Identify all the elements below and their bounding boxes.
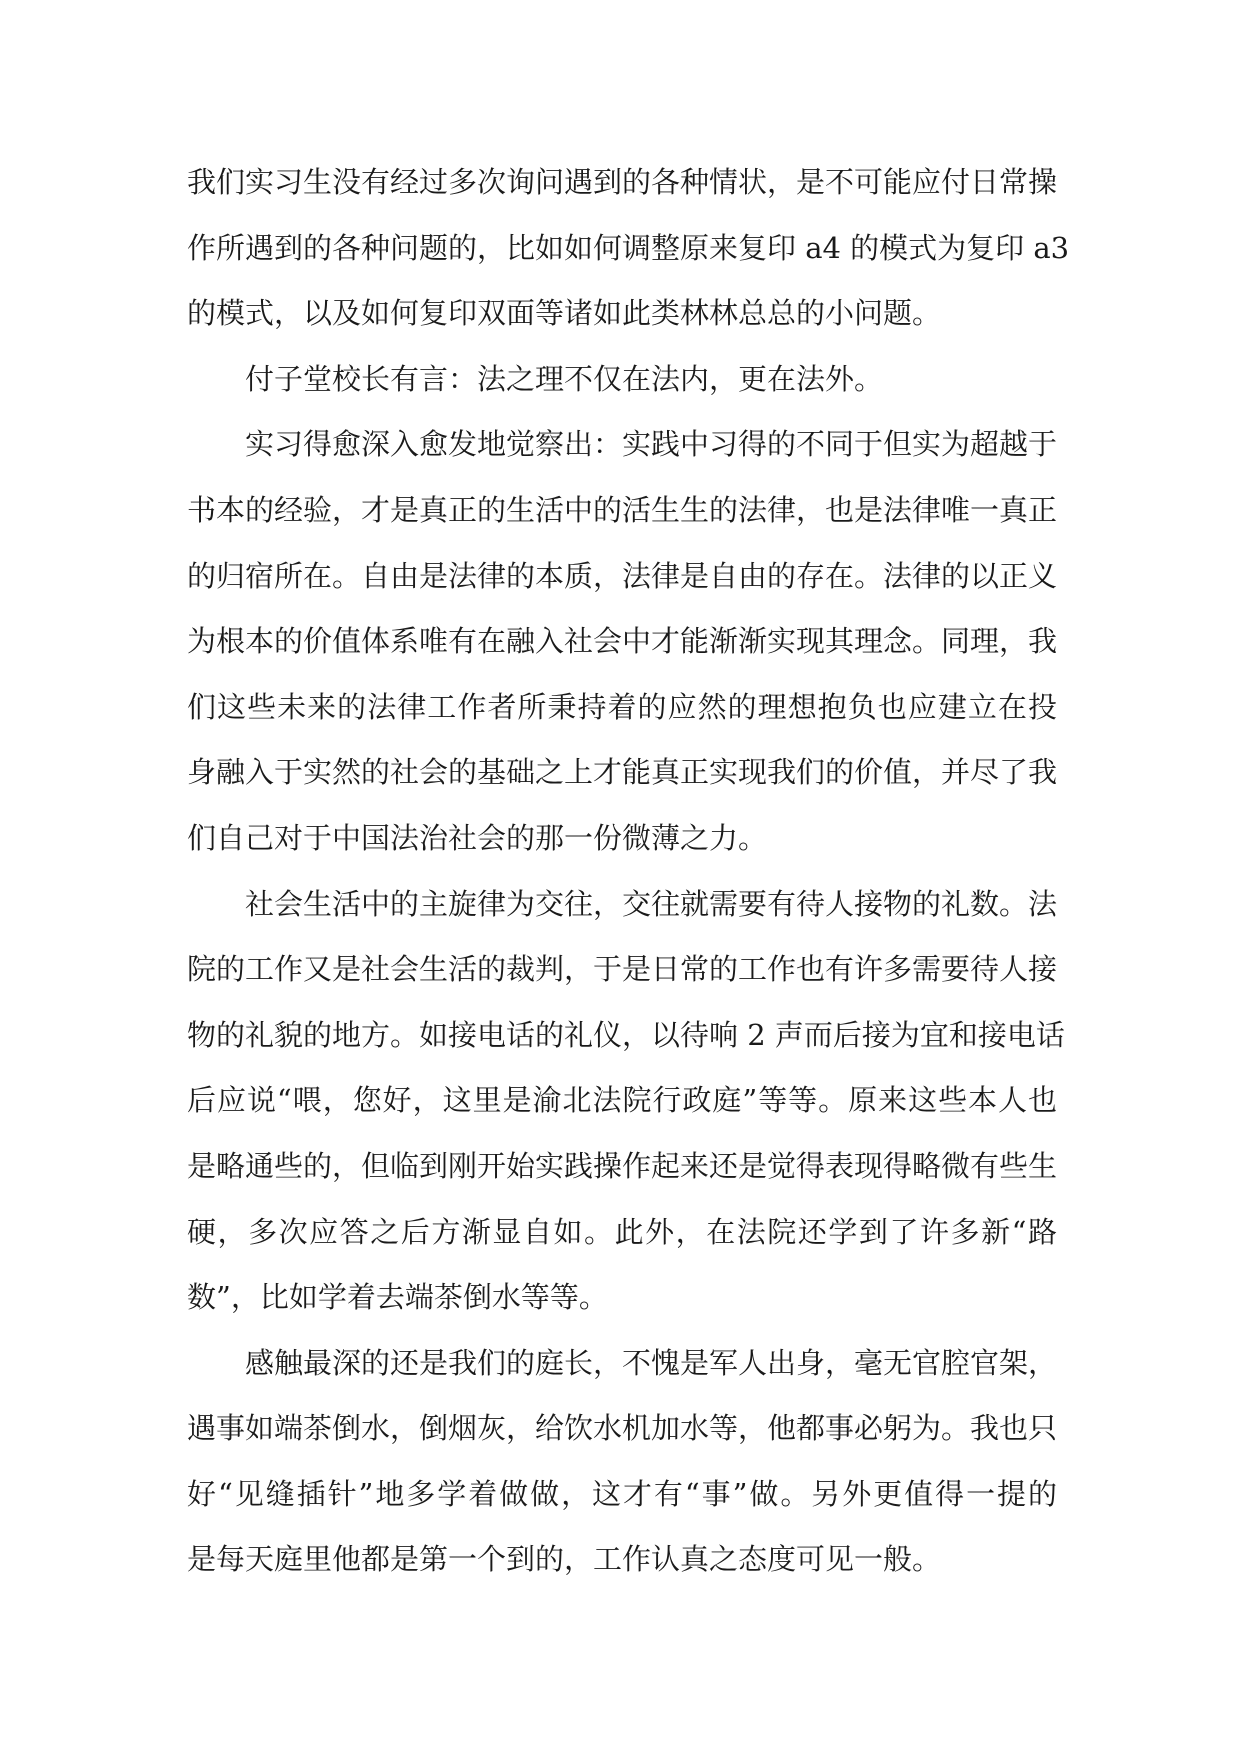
text-line: 数”，比如学着去端茶倒水等等。 [187, 1280, 608, 1315]
text-line: 遇事如端茶倒水，倒烟灰，给饮水机加水等，他都事必躬为。我也只 [187, 1411, 1058, 1446]
paragraph [187, 347, 1057, 413]
text-line: 书本的经验，才是真正的生活中的活生生的法律，也是法律唯一真正 [187, 492, 1058, 527]
text-line: 实习得愈深入愈发地觉察出：实践中习得的不同于但实为超越于 [245, 427, 1058, 462]
paragraph [187, 412, 1057, 871]
paragraph [187, 150, 1070, 347]
text-line: 作所遇到的各种问题的，比如如何调整原来复印 a4 的模式为复印 a3 [187, 230, 1070, 265]
text-line: 的归宿所在。自由是法律的本质，法律是自由的存在。法律的以正义 [187, 558, 1058, 593]
document-page [187, 150, 1070, 1593]
text-line: 好“见缝插针”地多学着做做，这才有“事”做。另外更值得一提的 [187, 1476, 1057, 1511]
text-line: 社会生活中的主旋律为交往，交往就需要有待人接物的礼数。法 [245, 886, 1058, 921]
text-line: 院的工作又是社会生活的裁判，于是日常的工作也有许多需要待人接 [187, 952, 1058, 987]
text-line: 我们实习生没有经过多次询问遇到的各种情状，是不可能应付日常操 [187, 165, 1058, 199]
paragraph [187, 872, 1065, 1331]
text-line: 物的礼貌的地方。如接电话的礼仪，以待响 2 声而后接为宜和接电话 [187, 1017, 1065, 1052]
text-line: 为根本的价值体系唯有在融入社会中才能渐渐实现其理念。同理，我 [187, 624, 1058, 659]
text-line: 付子堂校长有言：法之理不仅在法内，更在法外。 [245, 361, 884, 396]
text-line: 后应说“喂，您好，这里是渝北法院行政庭”等等。原来这些本人也 [187, 1083, 1057, 1118]
text-line: 硬，多次应答之后方渐显自如。此外，在法院还学到了许多新“路 [187, 1214, 1057, 1249]
text-line: 们自己对于中国法治社会的那一份微薄之力。 [187, 820, 768, 855]
text-line: 感触最深的还是我们的庭长，不愧是军人出身，毫无官腔官架， [245, 1345, 1058, 1380]
text-line: 们这些未来的法律工作者所秉持着的应然的理想抱负也应建立在投 [187, 689, 1057, 724]
text-line: 是略通些的，但临到刚开始实践操作起来还是觉得表现得略微有些生 [187, 1148, 1058, 1183]
text-line: 的模式，以及如何复印双面等诸如此类林林总总的小问题。 [187, 296, 942, 331]
paragraph [187, 1331, 1057, 1593]
text-line: 身融入于实然的社会的基础之上才能真正实现我们的价值，并尽了我 [187, 755, 1058, 790]
text-line: 是每天庭里他都是第一个到的，工作认真之态度可见一般。 [187, 1542, 942, 1577]
